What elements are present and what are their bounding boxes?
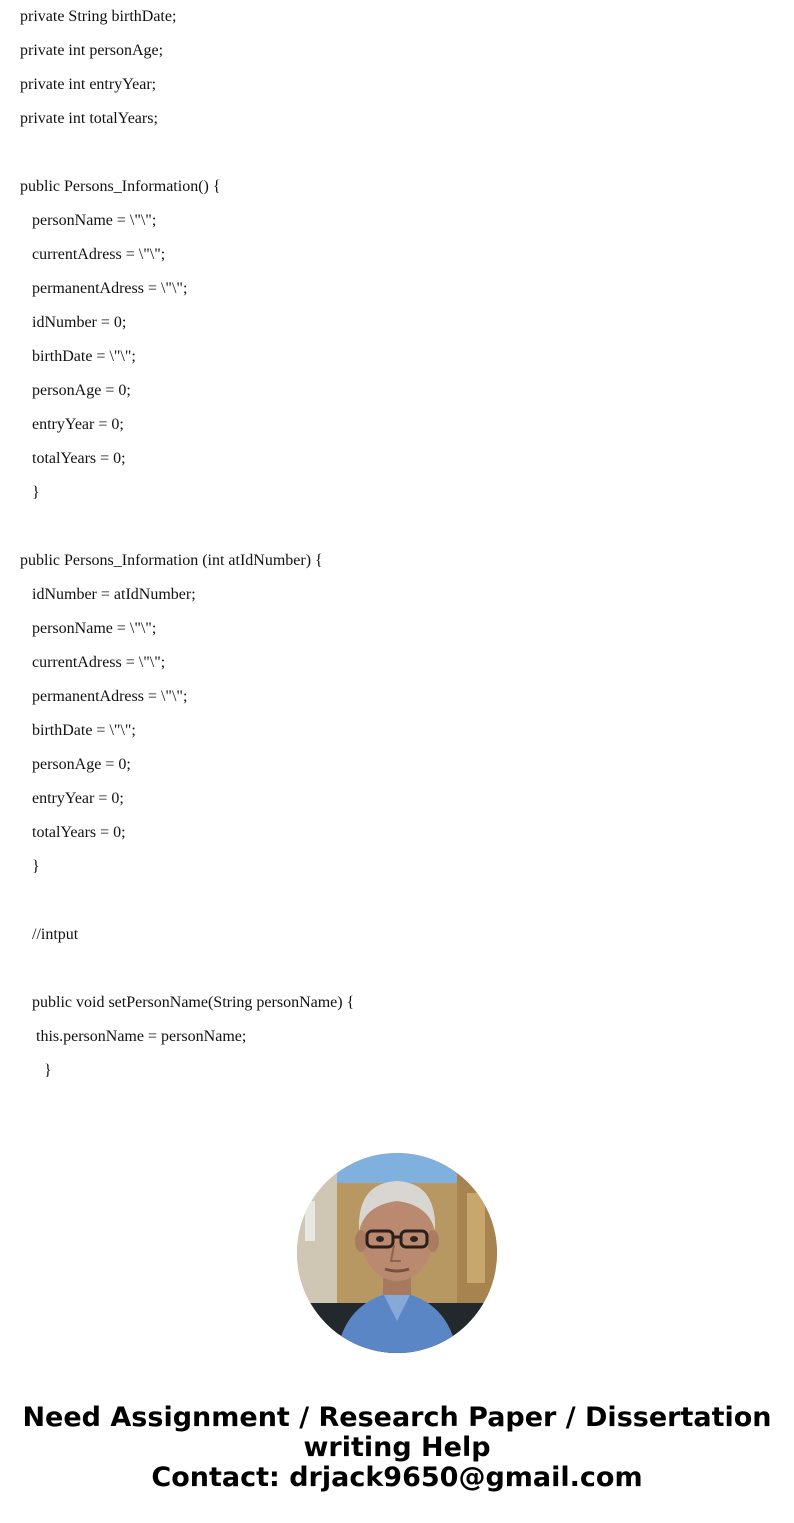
code-line: birthDate = \"\"; <box>20 348 136 365</box>
code-line: idNumber = atIdNumber; <box>20 586 196 603</box>
code-line: public Persons_Information (int atIdNumber) { <box>20 552 323 569</box>
code-line: this.personName = personName; <box>20 1028 247 1045</box>
code-line: permanentAdress = \"\"; <box>20 280 188 297</box>
code-line: private int totalYears; <box>20 110 158 127</box>
promo-line-1: Need Assignment / Research Paper / Dissertation <box>22 1402 772 1433</box>
code-line <box>20 510 780 544</box>
code-line: birthDate = \"\"; <box>20 722 136 739</box>
code-line: } <box>20 1062 52 1079</box>
code-line: //intput <box>20 926 79 943</box>
code-line: personName = \"\"; <box>20 212 157 229</box>
code-line: currentAdress = \"\"; <box>20 654 166 671</box>
code-line: entryYear = 0; <box>20 416 124 433</box>
promo-line-3: Contact: drjack9650@gmail.com <box>151 1462 643 1493</box>
code-line: totalYears = 0; <box>20 824 126 841</box>
code-line: } <box>20 858 40 875</box>
code-line: public Persons_Information() { <box>20 178 221 195</box>
code-line: personAge = 0; <box>20 756 131 773</box>
code-line: private int personAge; <box>20 42 164 59</box>
code-line: private String birthDate; <box>20 8 177 25</box>
author-photo <box>297 1153 497 1353</box>
promo-banner <box>0 1403 794 1493</box>
code-line <box>20 884 780 918</box>
code-line: idNumber = 0; <box>20 314 127 331</box>
code-line <box>20 136 780 170</box>
promo-line-2: writing Help <box>303 1432 491 1463</box>
code-line: private int entryYear; <box>20 76 157 93</box>
portrait-icon <box>297 1153 497 1353</box>
code-listing <box>20 0 780 1088</box>
code-line: public void setPersonName(String personName) { <box>20 994 355 1011</box>
code-line: permanentAdress = \"\"; <box>20 688 188 705</box>
code-line: personName = \"\"; <box>20 620 157 637</box>
code-line: } <box>20 484 40 501</box>
code-line <box>20 952 780 986</box>
code-line: personAge = 0; <box>20 382 131 399</box>
code-line: entryYear = 0; <box>20 790 124 807</box>
code-line: currentAdress = \"\"; <box>20 246 166 263</box>
code-line: totalYears = 0; <box>20 450 126 467</box>
